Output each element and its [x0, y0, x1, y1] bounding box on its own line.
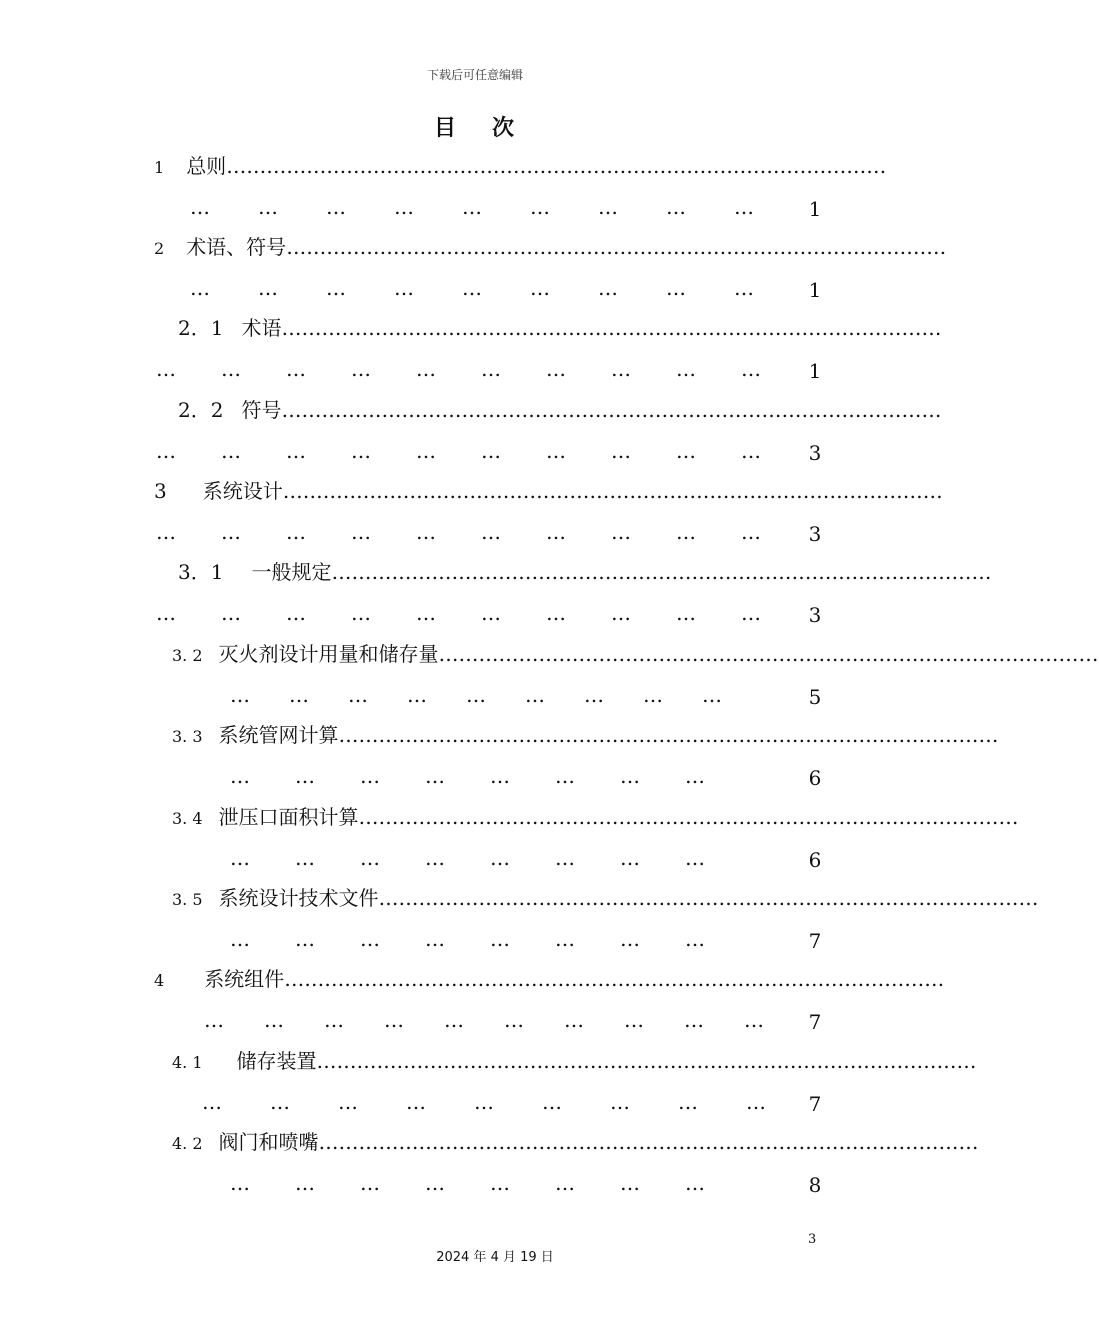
toc-entry-1[interactable]: [154, 152, 887, 180]
toc-page-number: 6: [808, 766, 822, 790]
toc-page-number: 3: [808, 522, 822, 546]
toc-entry-number: 3. 5: [172, 890, 203, 909]
toc-leader-dots: ………………………………………………………………………………………: [318, 1130, 979, 1154]
toc-entry-3-5[interactable]: [172, 884, 1039, 912]
toc-leader-dots: ………………………………………………………………………………………: [438, 642, 1099, 666]
toc-entry-label: 灭火剂设计用量和储存量: [218, 642, 439, 666]
toc-entry-4-1[interactable]: [172, 1047, 977, 1075]
footer-date: 2024 年 4 月 19 日: [436, 1250, 554, 1265]
toc-leader-dots: ………………………………………………………………………………………: [281, 398, 942, 422]
page-header: 下载后可任意编辑: [426, 68, 523, 82]
toc-entry-label: 术语: [241, 316, 282, 340]
toc-entry-number: 3: [154, 479, 167, 503]
toc-page-number: 1: [808, 359, 822, 383]
toc-leader-dots: ………………………………………………………………………………………: [282, 479, 943, 503]
toc-leader-dots: ………………………………………………………………………………………: [226, 154, 887, 178]
toc-entry-number: 2．2: [178, 398, 224, 422]
toc-leader-dots: ………………………………………………………………………………………: [331, 560, 992, 584]
toc-page-number: 6: [808, 848, 822, 872]
toc-page-number: 5: [808, 685, 822, 709]
toc-leader-dots: ………………………………………………………………………………………: [378, 886, 1039, 910]
toc-entry-label: 符号: [241, 398, 282, 422]
toc-entry-2-2[interactable]: [178, 396, 942, 424]
toc-entry-number: 4. 2: [172, 1134, 203, 1153]
footer-page-number: 3: [808, 1232, 817, 1247]
toc-entry-2-1[interactable]: [178, 314, 942, 342]
toc-leader-dots: ………………………………………………………………………………………: [284, 967, 945, 991]
toc-entry-number: 1: [154, 158, 165, 177]
toc-leader-dots: ………………………………………………………………………………………: [281, 316, 942, 340]
toc-page-number: 7: [808, 1092, 822, 1116]
toc-title-left: 目: [433, 115, 458, 141]
toc-leader-dots: ………………………………………………………………………………………: [338, 723, 999, 747]
toc-entry-number: 3．1: [178, 560, 224, 584]
toc-leader-dots: ………………………………………………………………………………………: [286, 235, 947, 259]
toc-entry-3-2[interactable]: [172, 640, 1099, 668]
toc-entry-number: 3. 4: [172, 809, 203, 828]
toc-leader-dots: ………………………………………………………………………………………: [316, 1049, 977, 1073]
toc-entry-number: 2．1: [178, 316, 224, 340]
toc-page-number: 8: [808, 1173, 822, 1197]
toc-entry-number: 3. 3: [172, 727, 203, 746]
toc-entry-label: 系统管网计算: [218, 723, 339, 747]
toc-entry-label: 总则: [186, 154, 227, 178]
toc-entry-label: 系统设计技术文件: [218, 886, 379, 910]
toc-entry-label: 储存装置: [236, 1049, 317, 1073]
toc-page-number: 1: [808, 278, 822, 302]
toc-entry-number: 3. 2: [172, 646, 203, 665]
toc-entry-4-2[interactable]: [172, 1128, 979, 1156]
toc-entry-3[interactable]: [154, 477, 943, 505]
toc-page-number: 1: [808, 197, 822, 221]
toc-entry-3-3[interactable]: [172, 721, 999, 749]
toc-entry-number: 4: [154, 971, 165, 990]
toc-entry-4[interactable]: [154, 965, 945, 993]
toc-entry-label: 泄压口面积计算: [218, 805, 359, 829]
toc-entry-label: 一般规定: [251, 560, 332, 584]
toc-entry-label: 阀门和喷嘴: [218, 1130, 319, 1154]
toc-leader-dots: ………………………………………………………………………………………: [358, 805, 1019, 829]
toc-page-number: 3: [808, 603, 822, 627]
toc-entry-number: 2: [154, 239, 165, 258]
toc-page-number: 7: [808, 1010, 822, 1034]
toc-page-number: 7: [808, 929, 822, 953]
toc-title-right: 次: [492, 115, 517, 141]
toc-entry-3-4[interactable]: [172, 803, 1019, 831]
toc-entry-label: 系统组件: [204, 967, 285, 991]
table-of-contents: 1 总则……………………………………………………………………………………… … … … … … … … … … 1 2 术语、符号……………………………………………………………………………………… … … … … … … … … … 1 2．1 术语……………………………………………………………………………………… … … … … … … … … … … 1 2．2 符号……………………………………………………………………………………… … … … … … … … … … … 3 3 系统设计……………………………………………………………………………………… … … … … … … … … … … 3 3．1 一般规定……………………………………………………………………………………… … … … … … … … … … … 3 3. 2 灭火剂设计用量和储存量……………………………………………………………………………………… … … … … … … … … … 5 3. 3 系统管网计算……………………………………………………………………………………… … … … … … … … … 6 3. 4 泄压口面积计算……………………………………………………………………………………… … … … … … … … … 6 3. 5 系统设计技术文件……………………………………………………………………………………… … … … … … … … … 7 4 系统组件……………………………………………………………………………………… … … … … … … … … … … 7 4. 1 储存装置……………………………………………………………………………………… … … … … … … … … … 7 4. 2 阀门和喷嘴……………………………………………………………………………………… … … … … … … … … 8: [154, 154, 1099, 1197]
toc-entry-2[interactable]: [154, 233, 947, 261]
toc-entry-number: 4. 1: [172, 1053, 203, 1072]
toc-entry-label: 术语、符号: [186, 235, 287, 259]
toc-entry-3-1[interactable]: [178, 558, 992, 586]
toc-page-number: 3: [808, 441, 822, 465]
toc-entry-label: 系统设计: [202, 479, 283, 503]
